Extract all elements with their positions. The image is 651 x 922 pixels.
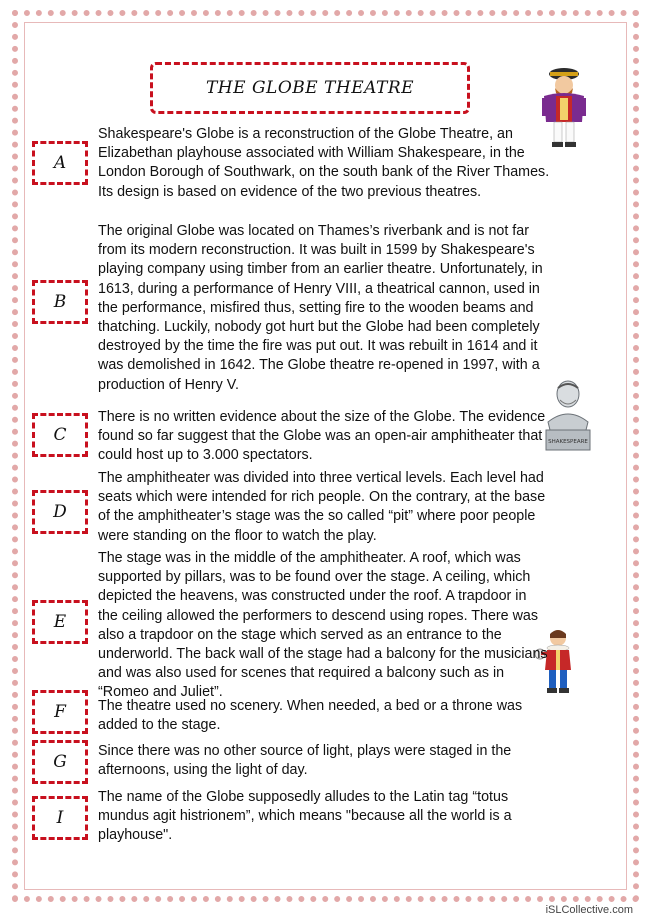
letter-b: B xyxy=(53,292,67,312)
letter-box-f xyxy=(32,690,88,734)
title-box xyxy=(150,62,470,114)
watermark: iSLCollective.com xyxy=(545,904,633,916)
paragraph-c: There is no written evidence about the size of the Globe. The evidence found so far suggest that the Globe was an open-air amphitheater that could host up to 3.000 spectators. xyxy=(98,409,546,464)
paragraph-b: The original Globe was located on Thames’s riverbank and is not far from its modern reconstruction. It was built in 1599 by Shakespeare's playing company using timber from an earlier theatre. Unfortunately, in 1613, during a performance of Henry VIII, a theatrical cannon, used in the performance, misfired thus, setting fire to the wooden beams and thatching. Luckily, nobody got hurt but the Globe had been completely destroyed by the time the fire was put out. It was rebuilt in 1614 and it was demolished in 1642. The Globe theatre re-opened in 1997, with a production of Henry V. xyxy=(98,223,543,393)
letter-c: C xyxy=(53,425,67,445)
paragraph-i: The name of the Globe supposedly alludes to the Latin tag “totus mundus agit histrionem”, which means "because all the world is a playhouse". xyxy=(98,789,512,844)
letter-box-g xyxy=(32,740,88,784)
letter-g: G xyxy=(53,752,67,772)
letter-d: D xyxy=(53,502,67,522)
letter-box-i xyxy=(32,796,88,840)
page-title: THE GLOBE THEATRE xyxy=(205,78,415,98)
letter-a: A xyxy=(53,153,67,173)
letter-e: E xyxy=(53,612,67,632)
paragraph-d: The amphitheater was divided into three vertical levels. Each level had seats which were intended for rich people. On the contrary, at the base of the amphitheater’s stage was the so called “pit” where poor people were standing on the floor to watch the play. xyxy=(98,470,546,544)
paragraph-a: Shakespeare's Globe is a reconstruction of the Globe Theatre, an Elizabethan playhouse associated with William Shakespeare, in the London Borough of Southwark, on the south bank of the River Thames. Its design is based on evidence of the two previous theatres. xyxy=(98,126,550,200)
letter-box-e xyxy=(32,600,88,644)
letter-f: F xyxy=(54,702,66,722)
letter-i: I xyxy=(56,808,64,828)
letter-box-a xyxy=(32,141,88,185)
letter-box-c xyxy=(32,413,88,457)
paragraph-g: Since there was no other source of light, plays were staged in the afternoons, using the light of day. xyxy=(98,743,512,779)
letter-box-d xyxy=(32,490,88,534)
letter-box-b xyxy=(32,280,88,324)
bust-label: SHAKESPEARE xyxy=(548,439,588,445)
paragraph-e: The stage was in the middle of the amphitheater. A roof, which was supported by pillars, was to be found over the stage. A ceiling, which depicted the heavens, was constructed under the roof. A trapdoor in the ceiling allowed the performers to descend using ropes. There was also a trapdoor on the stage which served as an entrance to the underworld. The back wall of the stage had a balcony for the musicians and was also used for scenes that required a balcony such as in “Romeo and Juliet”. xyxy=(98,550,548,701)
paragraph-f: The theatre used no scenery. When needed, a bed or a throne was added to the stage. xyxy=(98,698,523,734)
